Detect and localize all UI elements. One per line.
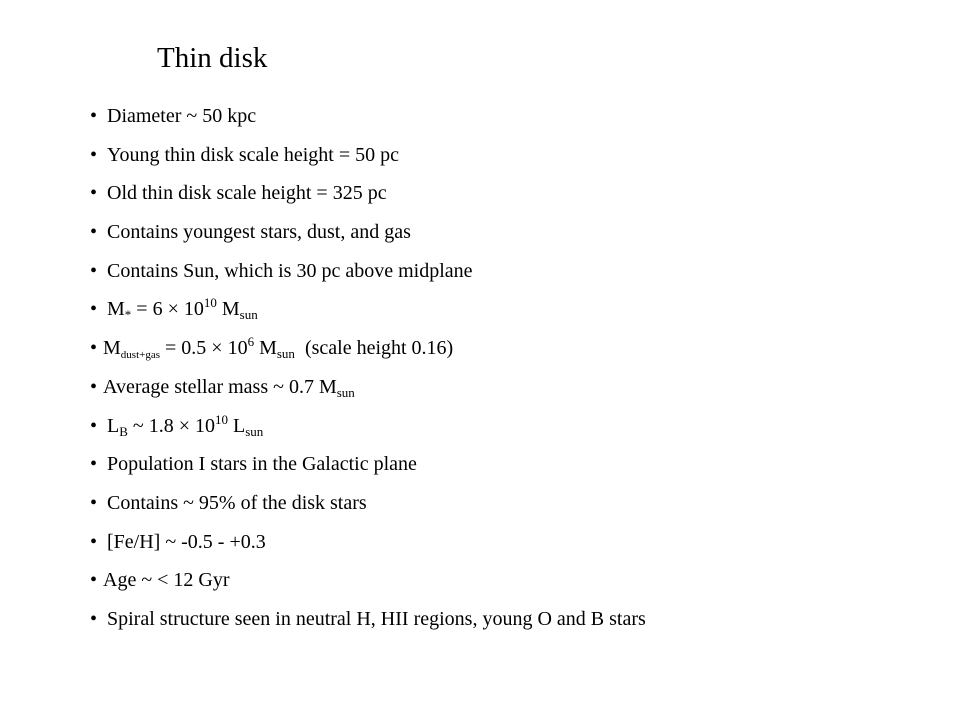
bullet-marker: • (90, 530, 98, 553)
equals-text: = 6 × 10 (131, 298, 204, 321)
bullet-luminosity (90, 409, 646, 448)
bullet-marker: • (90, 375, 98, 398)
subscript-sun: sun (245, 423, 264, 439)
bullet-marker: • (90, 607, 98, 630)
bullet-young-scale-height (90, 138, 646, 177)
exponent: 10 (203, 295, 217, 311)
equals-text: ~ 1.8 × 10 (127, 414, 215, 437)
bullet-population (90, 447, 646, 486)
bullet-diameter (90, 99, 646, 138)
bullet-sun-position (90, 254, 646, 293)
bullet-text: [Fe/H] ~ -0.5 - +0.3 (107, 530, 266, 553)
bullet-disk-star-fraction (90, 486, 646, 525)
bullet-marker: • (90, 298, 98, 321)
bullet-text: Population I stars in the Galactic plane (107, 453, 417, 476)
subscript-sun: sun (276, 346, 295, 362)
bullet-text: Average stellar mass ~ 0.7 M (103, 375, 337, 398)
exponent: 6 (247, 334, 255, 350)
bullet-marker: • (90, 259, 98, 282)
subscript-sun: sun (336, 384, 355, 400)
unit-m: M (216, 298, 240, 321)
bullet-list (90, 99, 646, 641)
bullet-average-stellar-mass (90, 370, 646, 409)
symbol-m: M (103, 337, 121, 360)
slide-title: Thin disk (157, 42, 268, 74)
bullet-marker: • (90, 414, 98, 437)
unit-l: L (228, 414, 246, 437)
bullet-text: Age ~ < 12 Gyr (103, 569, 230, 592)
bullet-text: Contains Sun, which is 30 pc above midplane (107, 259, 473, 282)
bullet-contents (90, 215, 646, 254)
unit-m: M (254, 337, 277, 360)
bullet-text: Young thin disk scale height = 50 pc (107, 143, 400, 166)
bullet-metallicity (90, 525, 646, 564)
bullet-marker: • (90, 182, 98, 205)
bullet-marker: • (90, 453, 98, 476)
bullet-marker: • (90, 569, 98, 592)
subscript-dust-gas: dust+gas (120, 349, 161, 362)
bullet-age (90, 563, 646, 602)
bullet-text: Diameter ~ 50 kpc (107, 105, 257, 127)
symbol-l: L (107, 414, 120, 437)
bullet-text: Contains youngest stars, dust, and gas (107, 221, 411, 244)
bullet-marker: • (90, 337, 98, 360)
subscript-b: B (119, 423, 128, 439)
bullet-old-scale-height (90, 176, 646, 215)
subscript-sun: sun (239, 307, 258, 323)
bullet-marker: • (90, 105, 98, 127)
bullet-stellar-mass (90, 292, 646, 331)
symbol-m: M (107, 298, 125, 321)
bullet-text: Old thin disk scale height = 325 pc (107, 182, 387, 205)
bullet-text: Contains ~ 95% of the disk stars (107, 491, 367, 514)
bullet-marker: • (90, 491, 98, 514)
scale-height-note: (scale height 0.16) (294, 337, 454, 360)
bullet-spiral-structure (90, 602, 646, 641)
equals-text: = 0.5 × 10 (160, 337, 248, 360)
bullet-marker: • (90, 143, 98, 166)
bullet-marker: • (90, 221, 98, 244)
exponent: 10 (215, 411, 228, 427)
subscript-star: * (124, 307, 132, 323)
bullet-dust-gas-mass (90, 331, 646, 370)
bullet-text: Spiral structure seen in neutral H, HII regions, young O and B stars (107, 607, 646, 630)
